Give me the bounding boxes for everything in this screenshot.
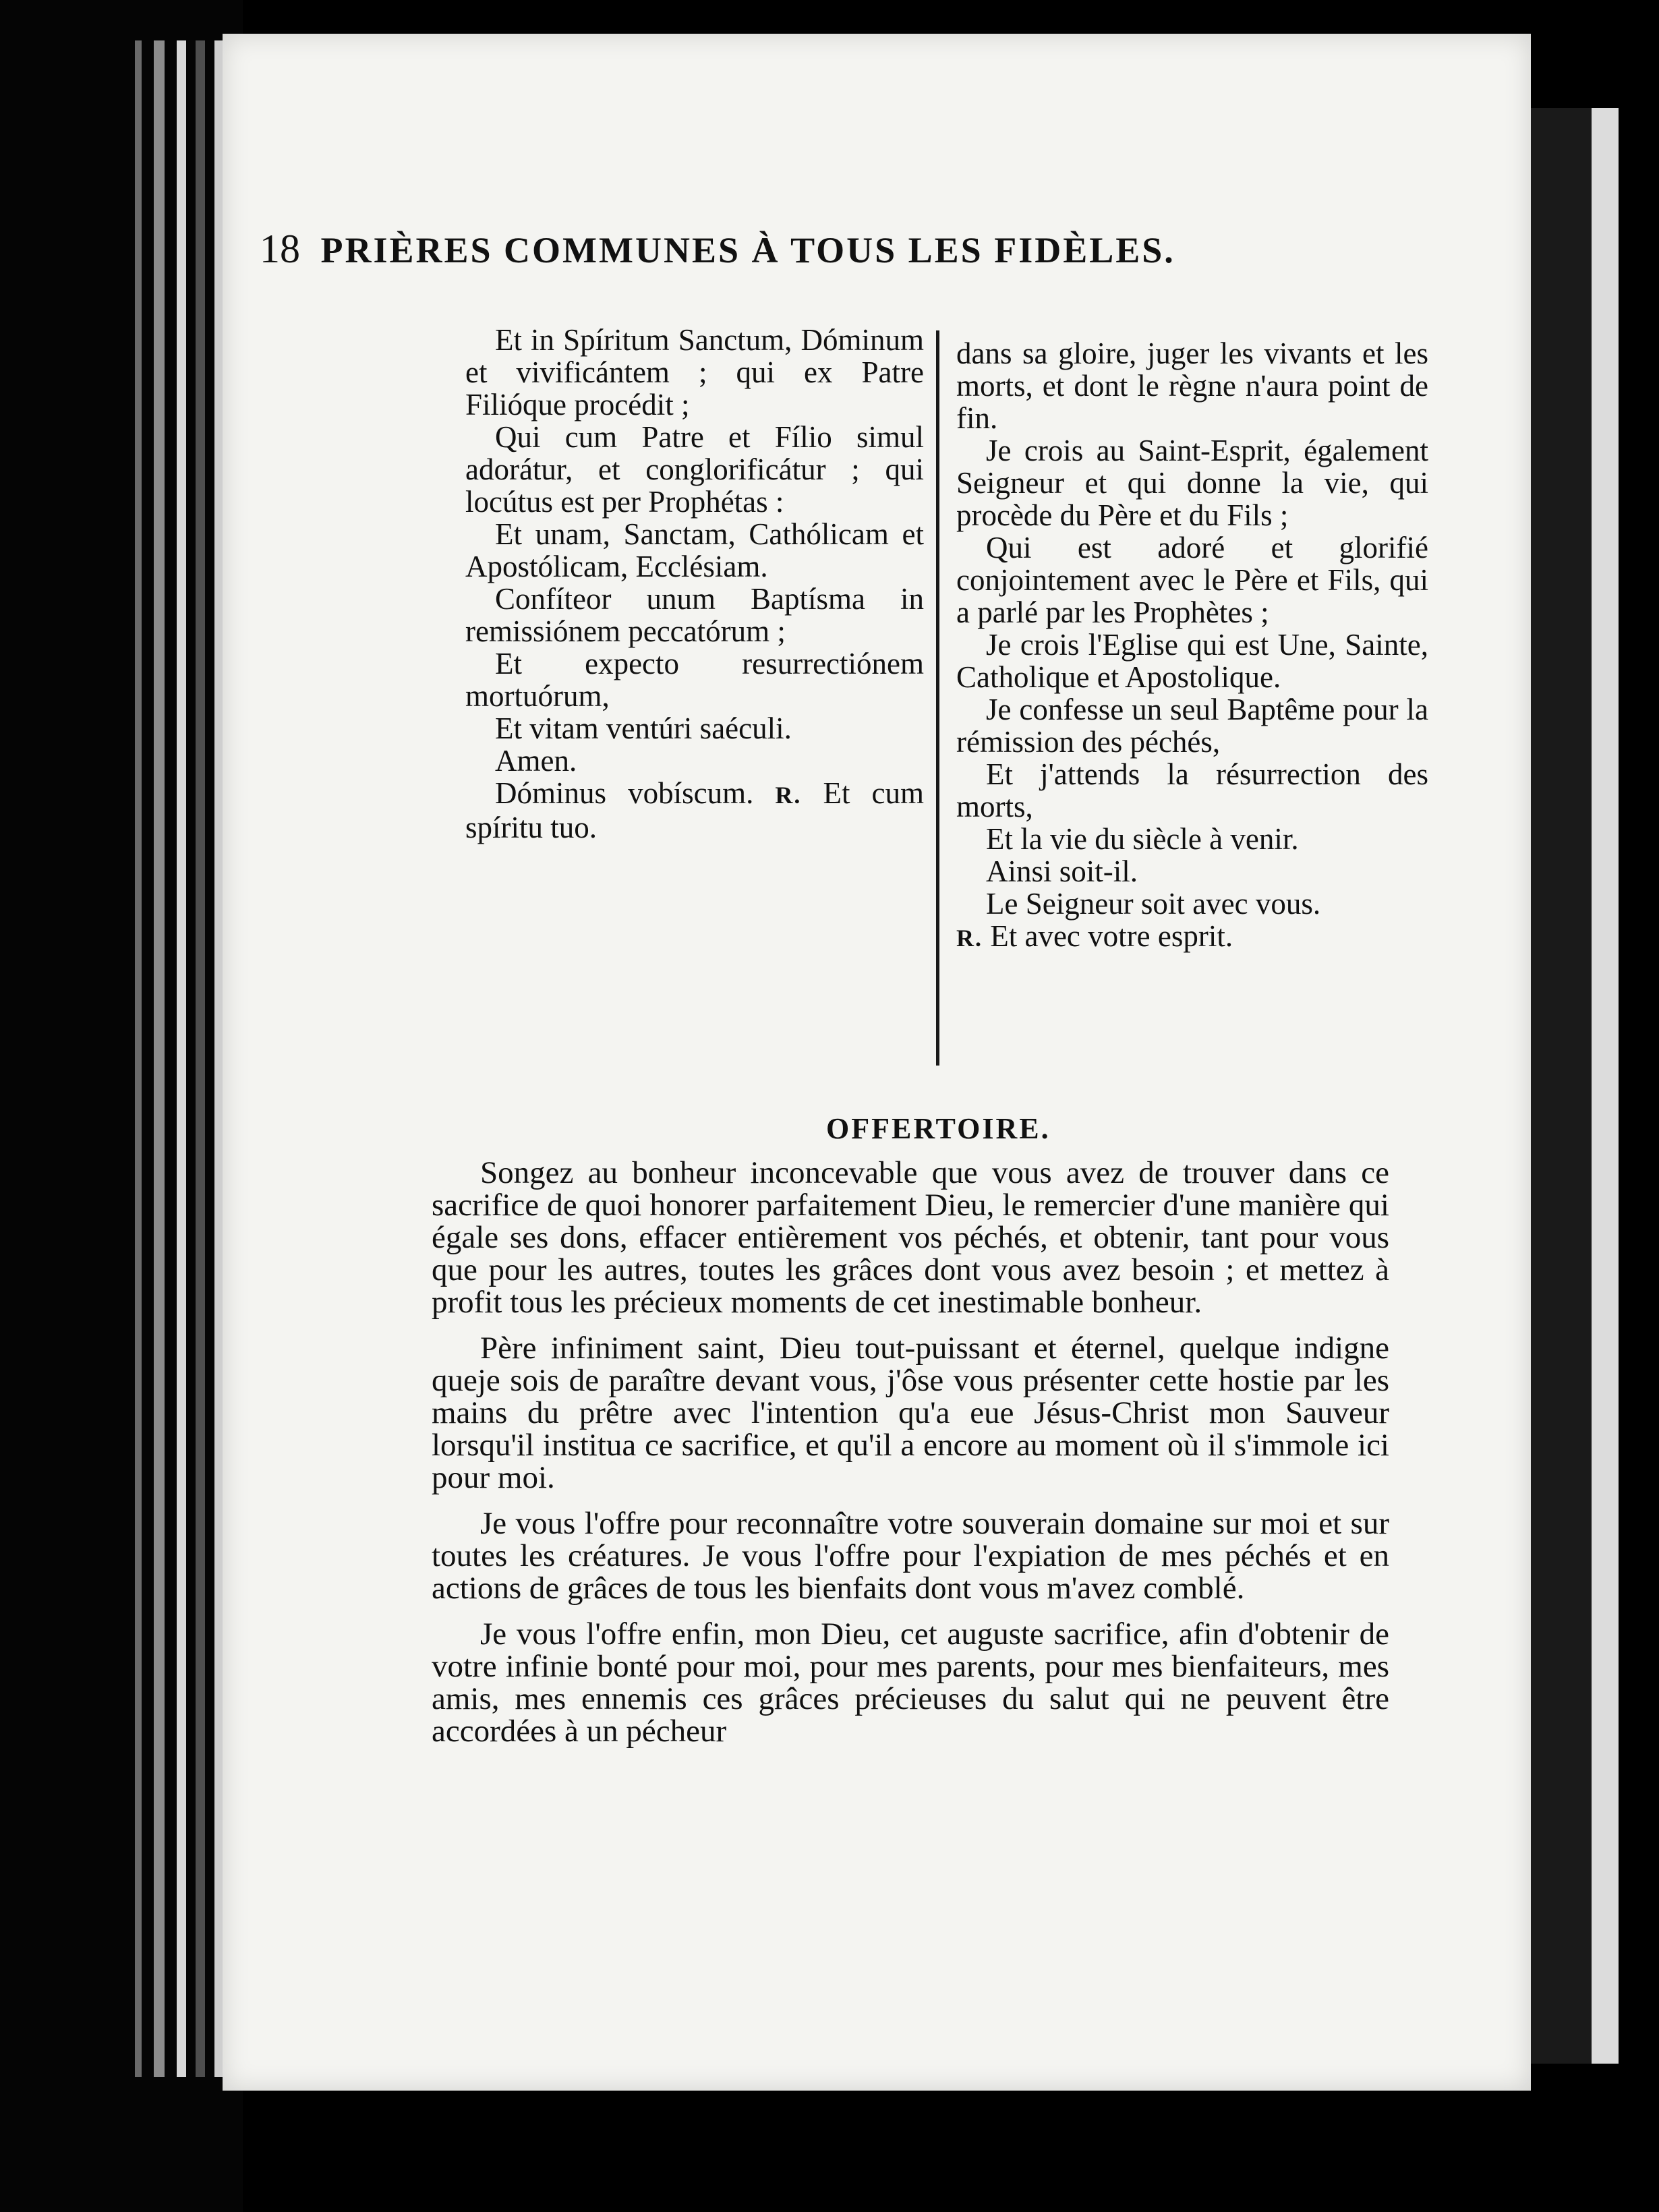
french-verse: Je crois l'Eglise qui est Une, Sainte, Catholique et Apostolique. (956, 628, 1428, 694)
page-number: 18 (260, 227, 300, 271)
page-edge-stripe (214, 40, 223, 2077)
french-verse: dans sa gloire, juger les vivants et les morts, et dont le règne n'aura point de fin. (956, 337, 1428, 435)
facing-page-shadow (1531, 108, 1592, 2064)
running-head (260, 226, 1359, 272)
offertory-text (432, 1157, 1389, 1761)
page-edge-stripe (154, 40, 165, 2077)
page-edge-stripe (196, 40, 205, 2077)
latin-column (465, 324, 924, 844)
french-column (956, 337, 1428, 954)
latin-verse: Et expecto resurrectiónem mortuórum, (465, 647, 924, 713)
page-edge-stripe (135, 40, 142, 2077)
french-verse: Le Seigneur soit avec vous. (986, 887, 1321, 921)
latin-response: Et cum spíritu tuo. (465, 776, 925, 844)
french-response: Et avec votre esprit. (990, 919, 1233, 953)
body-paragraph: Songez au bonheur inconcevable que vous avez de trouver dans ce sacrifice de quoi honorer parfaitement Dieu, le remercier d'une manière qui égale ses dons, effacer entièrement vos péchés, et obtenir, tant pour vous que pour les autres, toutes les grâces dont vous avez besoin ; et mettez à profit tous les précieux moments de cet inestimable bonheur. (432, 1155, 1389, 1320)
french-verse: Et j'attends la résurrection des morts, (956, 757, 1428, 823)
french-verse: Qui est adoré et glorifié conjointement avec le Père et Fils, qui a parlé par les Prophètes ; (956, 531, 1428, 629)
response-marker: R. (775, 782, 802, 809)
body-paragraph: Père infiniment saint, Dieu tout-puissant et éternel, quelque indigne queje sois de paraître devant vous, j'ôse vous présenter cette hostie par les mains du prêtre avec l'intention qu'a eue Jésus-Christ mon Sauveur lorsqu'il institua ce sacrifice, et qu'il a encore au moment où il s'immole ici pour moi. (432, 1331, 1389, 1495)
latin-versicle: Dóminus vobíscum. (495, 776, 754, 810)
facing-page-edge (1592, 108, 1619, 2064)
section-title: OFFERTOIRE. (826, 1112, 1051, 1145)
latin-verse: Confíteor unum Baptísma in remissiónem peccatórum ; (465, 582, 924, 648)
body-paragraph: Je vous l'offre enfin, mon Dieu, cet auguste sacrifice, afin d'obtenir de votre infinie bonté pour moi, pour mes parents, pour mes bienfaiteurs, mes amis, mes ennemis ces grâces précieuses du salut qui ne peuvent être accordées à un pécheur (432, 1617, 1389, 1749)
column-divider (936, 330, 939, 1066)
latin-verse: Amen. (495, 744, 577, 778)
latin-verse: Et vitam ventúri saéculi. (495, 711, 792, 745)
body-paragraph: Je vous l'offre pour reconnaître votre souverain domaine sur moi et sur toutes les créatures. Je vous l'offre pour l'expiation de mes péchés et en actions de grâces de tous les bienfaits dont vous m'avez comblé. (432, 1506, 1389, 1606)
running-head-title: PRIÈRES COMMUNES À TOUS LES FIDÈLES. (320, 230, 1175, 270)
response-marker: R. (956, 925, 983, 952)
french-verse: Je crois au Saint-Esprit, également Seigneur et qui donne la vie, qui procède du Père et du Fils ; (956, 434, 1428, 532)
latin-verse (465, 777, 924, 844)
latin-verse: Et in Spíritum Sanctum, Dóminum et vivificántem ; qui ex Patre Filióque procédit ; (465, 323, 924, 421)
book-binding-edge (0, 0, 243, 2212)
french-response-line (956, 920, 1428, 954)
page-edge-stripe (177, 40, 186, 2077)
latin-verse: Et unam, Sanctam, Cathólicam et Apostólicam, Ecclésiam. (465, 517, 924, 583)
french-verse: Ainsi soit-il. (986, 854, 1138, 888)
french-verse: Et la vie du siècle à venir. (986, 822, 1299, 856)
french-verse: Je confesse un seul Baptême pour la rémission des péchés, (956, 693, 1428, 759)
latin-verse: Qui cum Patre et Fílio simul adorátur, et conglorificátur ; qui locútus est per Prophétas : (465, 420, 924, 519)
